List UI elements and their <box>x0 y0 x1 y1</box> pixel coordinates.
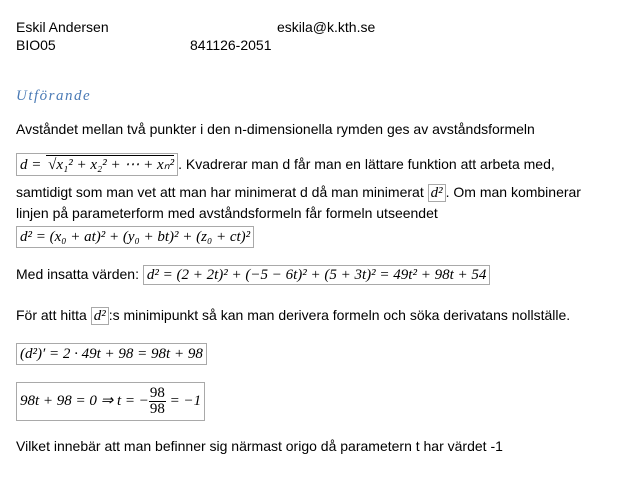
solve-denominator: 98 <box>149 401 165 417</box>
parametric-formula: d² = (x₀ + at)² + (y₀ + bt)² + (z₀ + ct)² <box>16 226 254 248</box>
derivative-formula: (d²)′ = 2 · 49t + 98 = 98t + 98 <box>16 343 207 365</box>
conclusion-paragraph: Vilket innebär att man befinner sig närmast origo då parametern t har värdet -1 <box>16 438 503 454</box>
distance-formula-lhs: d = <box>20 157 46 173</box>
d-squared-inline: d² <box>428 184 446 202</box>
section-heading: Utförande <box>16 88 92 104</box>
para2-line2-before: samtidigt som man vet att man har minimerat d då man minimerat <box>16 184 428 200</box>
d-squared-inline-2: d² <box>91 307 109 325</box>
distance-line <box>16 153 555 176</box>
solve-right: = −1 <box>165 392 202 409</box>
values-label: Med insatta värden: <box>16 266 143 282</box>
id-number: 841126-2051 <box>190 37 272 53</box>
para2-line3: linjen på parameterform med avståndsformeln får formeln utseendet <box>16 205 438 221</box>
solve-left: 98t + 98 = 0 ⇒ t = − <box>20 392 149 409</box>
minimum-line <box>16 306 570 325</box>
distance-formula <box>16 153 178 176</box>
author-email: eskila@k.kth.se <box>277 19 376 35</box>
para2-line2-after: . Om man kombinerar <box>445 184 581 200</box>
para2-line2 <box>16 183 581 202</box>
minimum-before: För att hitta <box>16 307 91 323</box>
para2-line1: . Kvadrerar man d får man en lättare funktion att arbeta med, <box>178 156 555 172</box>
solve-fraction <box>149 386 166 417</box>
distance-formula-radicand: √x₁² + x₂² + ⋯ + xₙ² <box>48 157 175 173</box>
course-code: BIO05 <box>16 37 56 53</box>
values-line <box>16 265 490 284</box>
intro-paragraph: Avståndet mellan två punkter i den n-dimensionella rymden ges av avståndsformeln <box>16 121 535 137</box>
solve-numerator: 98 <box>149 385 165 401</box>
author-name: Eskil Andersen <box>16 19 109 35</box>
minimum-after: :s minimipunkt så kan man derivera formeln och söka derivatans nollställe. <box>108 307 571 323</box>
values-formula: d² = (2 + 2t)² + (−5 − 6t)² + (5 + 3t)² = 49t² + 98t + 54 <box>143 265 491 285</box>
solve-formula <box>16 382 205 421</box>
